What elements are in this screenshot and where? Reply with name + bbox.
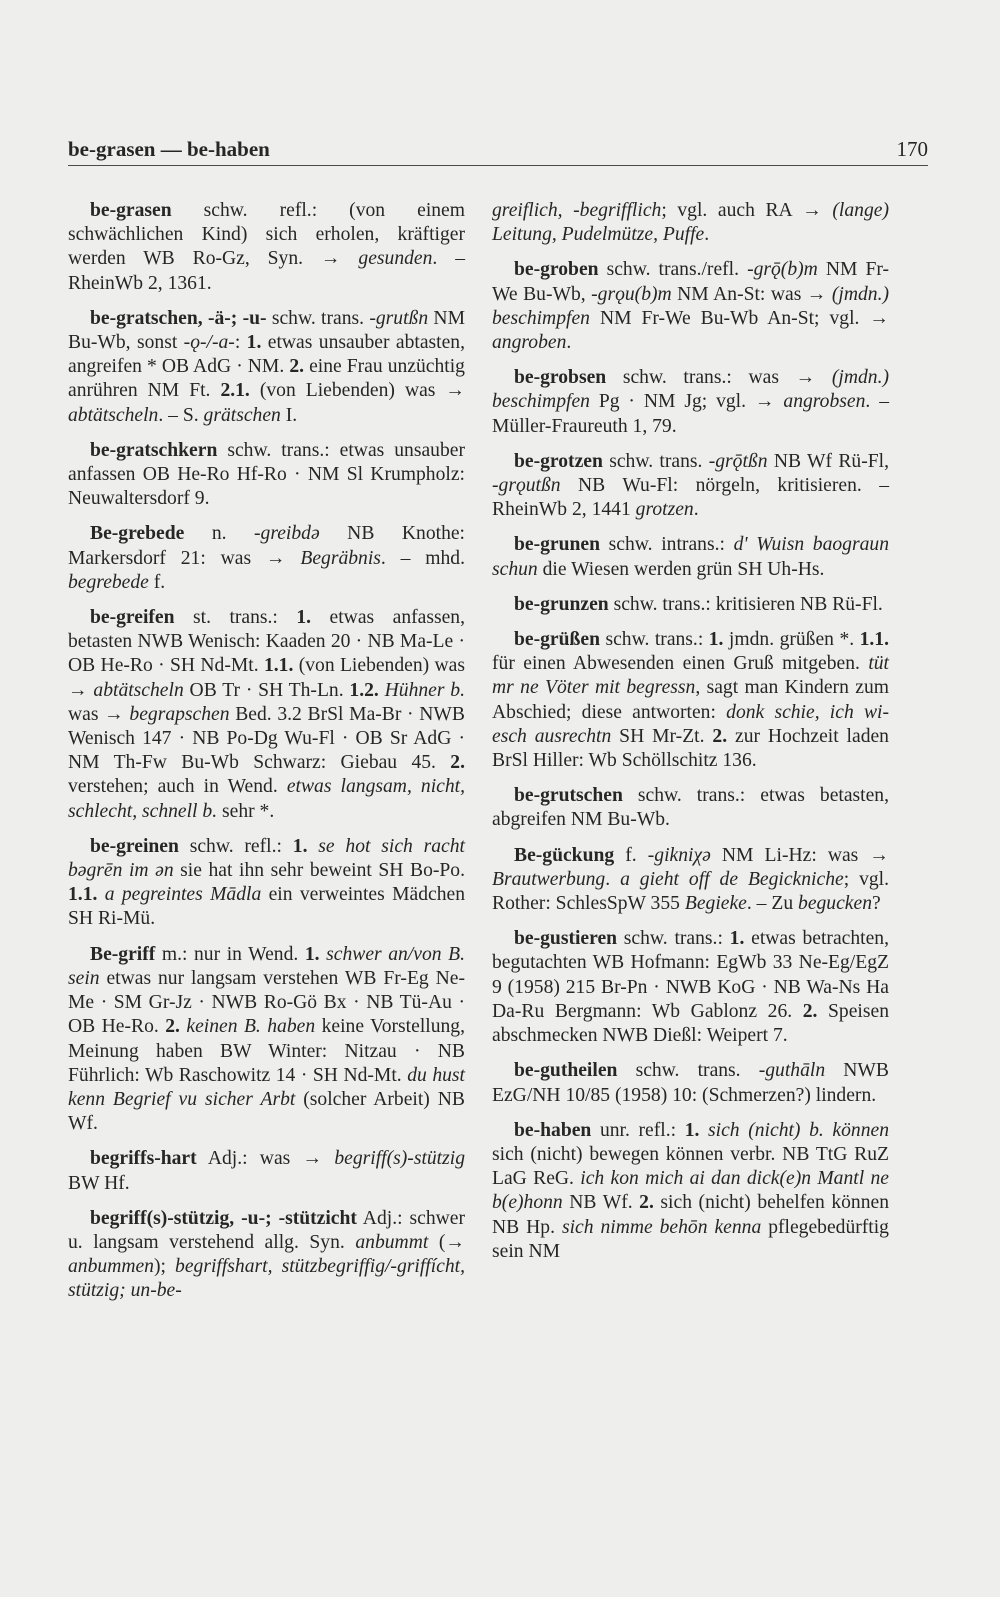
entry-text: NM Fr-We Bu-Wb An-St; vgl. → (589, 307, 889, 329)
entry-sense-number: 2. (712, 725, 728, 747)
entry-text: NM An-St: was → (671, 283, 832, 305)
entry-text: ; vgl. auch RA → (661, 200, 833, 221)
entry-sense-number: 2. (639, 1192, 654, 1214)
entry-sense-number: 1. (729, 928, 745, 950)
entry-text (307, 836, 318, 857)
dictionary-entry-be-gruessen (492, 628, 889, 773)
entry-text: schw. trans.: was → (606, 367, 832, 389)
entry-text: ; vgl. Rother: SchlesSpW 355 (492, 868, 890, 915)
dictionary-entry-be-greinen (68, 835, 465, 932)
dictionary-entry-be-gutheilen (492, 1059, 889, 1107)
entry-text: zur Hochzeit laden BrSl Hiller: Wb Schöllschitz 136. (492, 725, 889, 772)
entry-text: schw. trans.: (617, 928, 730, 950)
entry-sense-number: 1.1. (68, 884, 98, 906)
dictionary-entry-cont (492, 199, 889, 247)
entry-italic-text: donk schie, ich wi-esch ausrechtn (492, 701, 889, 747)
entry-text: ); (153, 1256, 176, 1278)
entry-text: sich (nicht) bewegen können verbr. NB TtG RuZ LaG ReG. (492, 1143, 889, 1190)
entry-text: etwas betrachten, begutachten WB Hofmann: EgWb 33 Ne-Eg/EgZ 9 (1958) 215 Br-Pn · NWB KoG · NB Wa-Ns Ha Da-Ru Bergmann: Wb Gablonz 26. (492, 928, 889, 1022)
entry-text: schw. trans.: etwas betasten, abgreifen NM Bu-Wb. (492, 785, 889, 831)
entry-italic-text: -grutßn (369, 307, 429, 329)
entry-italic-text: Hühner b. (384, 679, 465, 701)
entry-headword: be-gutheilen (514, 1060, 618, 1082)
dictionary-entry-begriffs-stuetzig (68, 1207, 465, 1304)
entry-headword: be-groben (514, 259, 599, 281)
entry-sense-number: 1. (296, 607, 312, 629)
entry-text: etwas nur langsam verstehen WB Fr-Eg Ne-Me · SM Gr-Jz · NWB Ro-Gö Bx · NB Tü-Au · OB He-Ro. (68, 967, 465, 1038)
entry-text: (von Liebenden) was → (68, 655, 465, 701)
entry-text: . – Müller-Fraureuth 1, 79. (492, 391, 889, 437)
right-column (492, 199, 889, 1275)
entry-text: schw. trans. (266, 307, 370, 329)
entry-italic-text: begriff(s)-stützig (334, 1148, 465, 1170)
entry-italic-text: keinen B. haben (186, 1016, 316, 1038)
entry-headword: be-greinen (90, 835, 179, 857)
entry-text: etwas anfassen, betasten NWB Wenisch: Kaaden 20 · NB Ma-Le · OB He-Ro · SH Nd-Mt. (68, 607, 465, 677)
entry-text (97, 884, 104, 905)
dictionary-entry-be-gratschen (68, 307, 465, 428)
entry-text: sie hat ihn sehr beweint SH Bo-Po. (173, 860, 465, 882)
entry-text: n. (184, 523, 255, 545)
entry-italic-text: angrobsen (783, 391, 866, 413)
entry-italic-text: -grǭ(b)m (747, 259, 818, 281)
entry-text: (→ (428, 1231, 465, 1253)
dictionary-entry-Be-grebede (68, 522, 465, 595)
entry-text: ein verweintes Mädchen SH Ri-Mü. (68, 884, 465, 930)
entry-italic-text: abtätscheln (68, 404, 159, 426)
dictionary-entry-be-grunzen (492, 593, 889, 617)
entry-text: f. (614, 844, 648, 866)
entry-text: schw. trans.: etwas unsauber anfassen OB He-Ro Hf-Ro · NM Sl Krumpholz: Neuwaltersdorf 9. (68, 439, 465, 510)
entry-text: schw. trans./refl. (598, 259, 748, 281)
entry-text: m.: nur in Wend. (155, 943, 305, 965)
entry-text: NM Bu-Wb, sonst (68, 307, 465, 354)
entry-italic-text: du hust kenn Begrief vu sicher Arbt (68, 1064, 465, 1110)
dictionary-entry-be-grasen (68, 199, 465, 296)
entry-sense-number: 1. (304, 943, 320, 965)
entry-text: eine Frau unzüchtig anrühren NM Ft. (68, 356, 465, 402)
entry-italic-text: -gikniχə (647, 844, 711, 866)
entry-text: Adj.: was → (196, 1148, 335, 1170)
entry-text: sehr *. (217, 800, 275, 822)
page-number: 170 (896, 137, 928, 161)
entry-text: . (566, 332, 572, 354)
entry-headword: be-grüßen (514, 629, 601, 651)
entry-sense-number: 2. (289, 356, 305, 378)
entry-text: . – mhd. (380, 547, 465, 569)
entry-italic-text: -grǫutßn (492, 475, 561, 497)
entry-sense-number: 1. (292, 835, 308, 857)
entry-text: I. (280, 404, 298, 426)
dictionary-entry-be-grunen (492, 533, 889, 581)
entry-italic-text: begucken (798, 893, 872, 915)
dictionary-entry-be-gratschkern (68, 439, 465, 512)
entry-text: . – Zu (746, 893, 799, 915)
entry-italic-text: -grǭtßn (708, 450, 768, 472)
entry-headword: be-grutschen (514, 785, 623, 807)
entry-text: . (605, 868, 621, 890)
entry-text: . – RheinWb 2, 1361. (68, 248, 465, 294)
entry-italic-text: begrapschen (129, 703, 230, 725)
left-column (68, 199, 465, 1315)
entry-italic-text: begriffshart, stützbegriffig/-griffícht, stützig; un-be- (68, 1256, 465, 1302)
entry-text: die Wiesen werden grün SH Uh-Hs. (537, 558, 825, 580)
entry-italic-text: gesunden (358, 248, 433, 270)
entry-text: f. (148, 571, 166, 593)
entry-italic-text: (jmdn.) beschimpfen (492, 283, 889, 329)
entry-sense-number: 2. (165, 1016, 180, 1038)
entry-italic-text: sich nimme behōn kenna (561, 1216, 762, 1238)
entry-italic-text: a gieht off de Begickniche (620, 868, 844, 890)
entry-italic-text: -greibdə (254, 523, 320, 545)
entry-text: jmdn. grüßen *. (723, 629, 860, 651)
entry-sense-number: 2. (450, 752, 465, 774)
entry-text: was → (68, 703, 130, 725)
entry-italic-text: se hot sich racht bəgrēn im ən (68, 835, 465, 882)
entry-text: OB Tr · SH Th-Ln. (183, 679, 350, 701)
entry-text: . – S. (158, 404, 204, 426)
entry-text: schw. refl.: (von einem schwächlichen Kind) sich erholen, kräftiger werden WB Ro-Gz, Syn. → (68, 200, 465, 270)
entry-italic-text: Brautwerbung (492, 868, 606, 890)
entry-italic-text: (jmdn.) beschimpfen (492, 367, 889, 413)
entry-italic-text: a pegreintes Mādla (104, 884, 262, 906)
entry-text: für einen Abwesenden einen Gruß mitgeben. (492, 653, 869, 675)
entry-headword: begriffs-hart (90, 1148, 197, 1170)
entry-headword: be-grotzen (514, 450, 603, 472)
dictionary-entry-be-grobsen (492, 366, 889, 439)
entry-italic-text: anbummt (355, 1231, 429, 1253)
entry-italic-text: greiflich, -begrifflich (492, 200, 662, 221)
entry-text: NM Fr-We Bu-Wb, (492, 259, 889, 305)
entry-italic-text: -grǫu(b)m (591, 283, 672, 305)
entry-text: Bed. 3.2 BrSl Ma-Br · NWB Wenisch 147 · NB Po-Dg Wu-Fl · OB Sr AdG · NM Th-Fw Bu-Wb Schwarz: Giebau 45. (68, 703, 465, 774)
entry-text: etwas unsauber abtasten, angreifen * OB AdG · NM. (68, 332, 465, 378)
entry-text: Pg · NM Jg; vgl. → (589, 391, 784, 413)
entry-italic-text: -ǫ-/-a- (183, 332, 235, 354)
entry-text: schw. trans.: (600, 629, 709, 651)
entry-italic-text: etwas langsam, nicht, schlecht, schnell b. (68, 776, 465, 822)
dictionary-entry-be-haben (492, 1119, 889, 1264)
entry-text: NB Wf Rü-Fl, (767, 450, 889, 472)
dictionary-entry-Be-gueckung (492, 844, 889, 917)
entry-text: NB Wf. (562, 1192, 640, 1214)
dictionary-entry-be-grotzen (492, 450, 889, 523)
entry-text: verstehen; auch in Wend. (68, 776, 287, 798)
entry-text: schw. intrans.: (600, 534, 734, 556)
entry-headword: be-gratschkern (90, 439, 218, 461)
entry-italic-text: anbummen (68, 1256, 154, 1278)
entry-sense-number: 1.1. (263, 655, 294, 677)
entry-text: . (693, 499, 699, 521)
entry-sense-number: 1. (708, 629, 724, 651)
entry-text: Speisen abschmecken NWB Dießl: Weipert 7. (492, 1000, 889, 1047)
entry-text: SH Mr-Zt. (611, 725, 713, 747)
entry-text: BW Hf. (68, 1172, 130, 1194)
entry-sense-number: 1. (684, 1119, 700, 1141)
entry-text: Adj.: schwer u. langsam verstehend allg. Syn. (68, 1207, 465, 1253)
entry-text: (solcher Arbeit) NB Wf. (68, 1088, 465, 1135)
entry-headword: Be-gückung (514, 844, 615, 866)
entry-text: NWB EzG/NH 10/85 (1958) 10: (Schmerzen?) lindern. (492, 1060, 889, 1106)
entry-italic-text: sich (nicht) b. können (708, 1119, 889, 1141)
entry-text: NB Wu-Fl: nörgeln, kritisieren. – RheinWb 2, 1441 (492, 475, 889, 521)
entry-headword: be-haben (514, 1119, 592, 1141)
entry-text: st. trans.: (174, 607, 297, 629)
entry-headword: be-grobsen (514, 367, 607, 389)
entry-italic-text: d' Wuisn baograun schun (492, 534, 889, 580)
running-header (68, 133, 928, 166)
dictionary-entry-be-grutschen (492, 784, 889, 832)
entry-text: pflegebedürftig sein NM (492, 1216, 889, 1262)
entry-text: ? (872, 893, 881, 915)
entry-italic-text: angroben (492, 332, 567, 354)
entry-text: NB Knothe: Markersdorf 21: was → (68, 523, 465, 569)
entry-italic-text: ich kon mich ai dan dick(e)n Mantl ne b(e)honn (492, 1168, 889, 1214)
entry-text: schw. trans.: kritisieren NB Rü-Fl. (608, 593, 883, 615)
entry-text (699, 1120, 708, 1141)
entry-text: , sagt man Kindern zum Abschied; diese antworten: (492, 677, 889, 723)
entry-italic-text: tüt mr ne Vöter mit begressn (492, 653, 889, 699)
entry-headword: Be-grebede (90, 523, 185, 545)
entry-headword: Be-griff (90, 943, 156, 965)
entry-italic-text: schwer an/von B. sein (68, 943, 465, 989)
entry-headword: be-grunzen (514, 593, 609, 615)
entry-headword: begriff(s)-stützig, -u-; -stützicht (90, 1207, 357, 1229)
entry-text: NM Li-Hz: was → (710, 844, 889, 866)
entry-italic-text: abtätscheln (93, 679, 184, 701)
entry-text: unr. refl.: (591, 1119, 685, 1141)
dictionary-entry-be-greifen (68, 606, 465, 824)
entry-italic-text: grotzen (635, 499, 694, 521)
entry-headword: be-gustieren (514, 928, 618, 950)
entry-sense-number: 1.2. (349, 679, 379, 701)
entry-sense-number: 2. (802, 1000, 818, 1022)
entry-sense-number: 2.1. (220, 380, 250, 402)
entry-text: schw. trans. (617, 1060, 759, 1082)
entry-text: schw. refl.: (178, 835, 293, 857)
entry-italic-text: Begieke (684, 893, 747, 915)
entry-italic-text: grätschen (203, 404, 281, 426)
entry-italic-text: begrebede (68, 571, 149, 593)
entry-text: : (234, 332, 247, 354)
entry-text: (von Liebenden) was → (249, 380, 466, 402)
entry-headword: be-grasen (90, 200, 172, 221)
dictionary-entry-begriffs-hart (68, 1147, 465, 1195)
entry-sense-number: 1.1. (859, 629, 889, 651)
dictionary-entry-be-gustieren (492, 927, 889, 1048)
entry-text: . (704, 224, 710, 246)
entry-headword: be-gratschen, -ä-; -u- (90, 307, 267, 329)
dictionary-entry-be-groben (492, 258, 889, 355)
entry-text: schw. trans. (602, 450, 709, 472)
entry-headword: be-grunen (514, 534, 601, 556)
entry-italic-text: (lange) Leitung, Pudelmütze, Puffe (492, 200, 889, 246)
entry-italic-text: Begräbnis (300, 547, 381, 569)
entry-italic-text: -guthāln (758, 1060, 826, 1082)
dictionary-entry-Be-griff (68, 943, 465, 1137)
header-title: be-grasen — be-haben (68, 137, 270, 161)
entry-sense-number: 1. (246, 332, 262, 354)
entry-text: sich (nicht) behelfen können NB Hp. (492, 1192, 889, 1238)
entry-text: keine Vorstellung, Meinung haben BW Winter: Nitzau · NB Führlich: Wb Raschowitz 14 · SH Nd-Mt. (68, 1016, 465, 1086)
entry-headword: be-greifen (90, 607, 175, 629)
